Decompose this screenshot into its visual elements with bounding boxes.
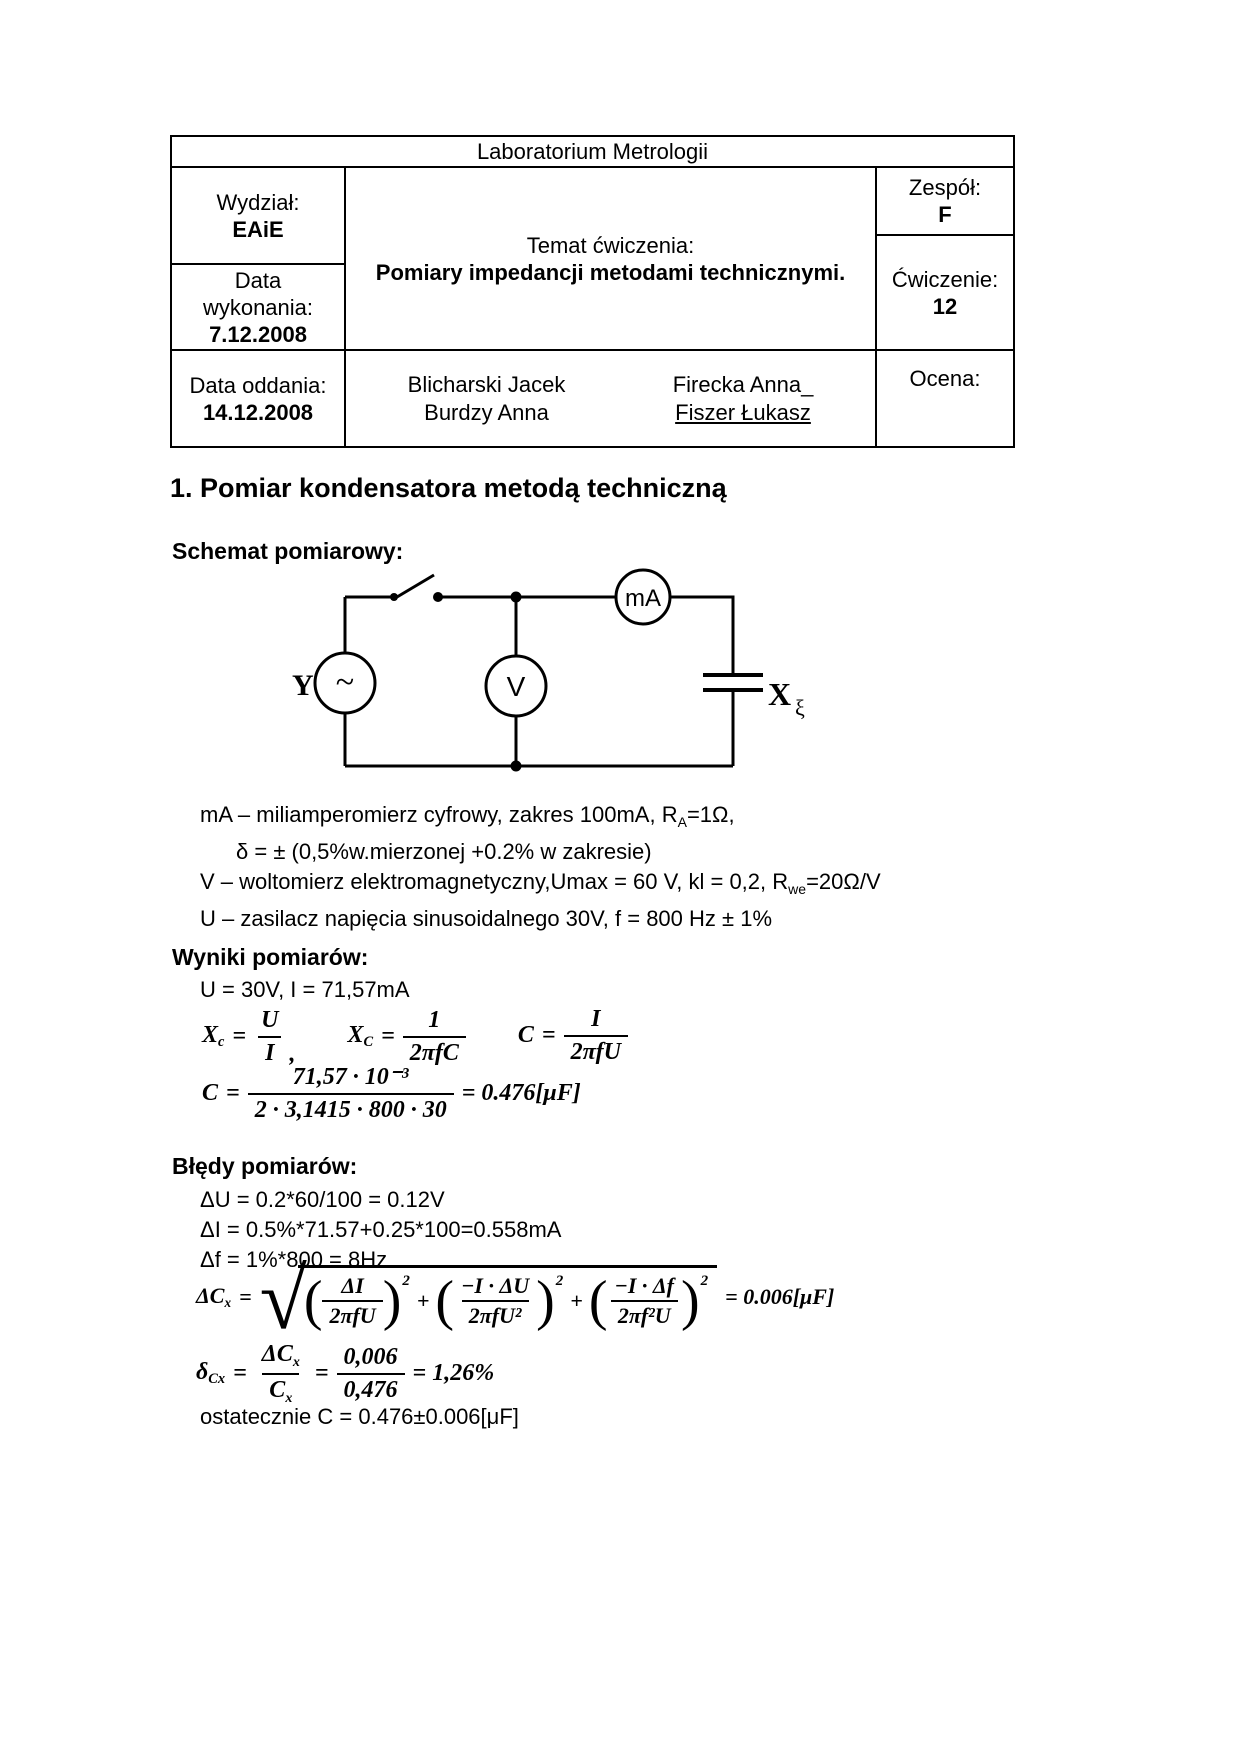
fraction-den: I <box>258 1036 281 1068</box>
capacitor-label: X <box>768 676 792 712</box>
names-column-1 <box>408 371 566 427</box>
result-value: = 0.476[μF] <box>461 1080 581 1107</box>
switch-dot-left <box>390 593 398 601</box>
data-wykonania-value: 7.12.2008 <box>209 321 307 347</box>
student-name: Burdzy Anna <box>424 399 549 425</box>
equals-sign: = <box>226 1080 240 1107</box>
var-x-sub: c <box>218 1034 225 1051</box>
radical-sign-icon: √ <box>259 1251 307 1347</box>
bledy-heading: Błędy pomiarów: <box>172 1153 358 1179</box>
right-paren: ) <box>681 1270 700 1332</box>
wydzial-label: Wydział: <box>216 189 300 215</box>
formula-row <box>202 1005 628 1068</box>
zespol-value: F <box>938 202 952 227</box>
bledy-line: Δf = 1%*800 = 8Hz <box>200 1247 388 1272</box>
cell-data-wykonania <box>172 263 344 349</box>
junction-dot-bottom <box>511 761 522 772</box>
wire-top-right <box>670 597 733 675</box>
fraction <box>337 1343 405 1405</box>
var-c <box>202 1080 218 1107</box>
exponent-2: 2 <box>555 1272 564 1289</box>
left-paren: ( <box>588 1270 608 1332</box>
data-oddania-value: 14.12.2008 <box>202 399 314 425</box>
var-delta-base: δ <box>196 1359 209 1386</box>
fraction-num: ΔI <box>341 1272 364 1298</box>
plus-sign: + <box>416 1288 430 1313</box>
result-value: = 0.006[μF] <box>725 1284 835 1309</box>
table-title: Laboratorium Metrologii <box>172 137 1013 168</box>
radicand <box>298 1265 717 1330</box>
fraction <box>254 1006 285 1068</box>
temat-label: Temat ćwiczenia: <box>526 232 695 258</box>
switch-dot-right <box>433 592 443 602</box>
fraction-den: 2πfU² <box>462 1300 529 1329</box>
fraction-den: 2 · 3,1415 · 800 · 30 <box>248 1093 454 1125</box>
desc-sub-a: A <box>677 814 687 830</box>
right-paren: ) <box>536 1270 555 1332</box>
cell-cwiczenie <box>877 234 1013 349</box>
fraction <box>608 1273 682 1330</box>
formula-xc2 <box>347 1006 465 1068</box>
wydzial-value: EAiE <box>232 216 284 242</box>
sqrt-term <box>435 1270 564 1332</box>
table-body <box>172 168 1013 446</box>
fraction <box>322 1273 382 1330</box>
data-wykonania-label: Data wykonania: <box>202 267 314 320</box>
var-delta <box>196 1359 225 1388</box>
exponent-2: 2 <box>402 1272 410 1289</box>
result-value: = 1,26% <box>412 1360 495 1387</box>
fraction <box>403 1006 466 1068</box>
source-label: Y <box>292 669 314 702</box>
temat-value: Pomiary impedancji metodami technicznymi. <box>375 259 846 285</box>
desc-line-delta: δ = ± (0,5%w.mierzonej +0.2% w zakresie) <box>236 839 652 864</box>
left-paren: ( <box>303 1270 323 1332</box>
var-x: X <box>347 1022 364 1049</box>
equals-sign: = <box>314 1360 329 1387</box>
fraction <box>564 1005 628 1067</box>
desc-sub-we: we <box>788 881 807 897</box>
cell-temat <box>346 168 875 349</box>
desc-line-v-tail: =20Ω/V <box>806 869 881 894</box>
fraction-num <box>255 1340 307 1373</box>
exponent-2: 2 <box>700 1272 709 1289</box>
var-delta-c <box>196 1283 231 1311</box>
desc-line-v <box>200 867 881 904</box>
var-c: C <box>517 1022 534 1049</box>
capacitor-label-sub: ξ <box>795 695 805 720</box>
fraction-den: 0,476 <box>337 1373 405 1405</box>
formula-delta-relative <box>196 1340 494 1408</box>
equals-sign: = <box>233 1360 247 1387</box>
instrument-description <box>200 800 881 934</box>
fraction-num: 1 <box>428 1007 441 1033</box>
wyniki-line1: U = 30V, I = 71,57mA <box>200 977 410 1002</box>
cell-zespol <box>877 168 1013 234</box>
fraction-den <box>262 1373 299 1408</box>
formula-c-value <box>202 1063 581 1125</box>
fraction-num: −I · Δf <box>614 1272 675 1298</box>
switch-lever <box>397 575 434 597</box>
fraction-num: 0,006 <box>343 1344 398 1370</box>
fraction <box>255 1340 307 1408</box>
student-name: Firecka Anna_ <box>672 371 814 397</box>
fraction-den: 2πfC <box>403 1036 466 1068</box>
student-name: Fiszer Łukasz <box>675 399 811 425</box>
fraction-den: 2πf²U <box>611 1300 678 1329</box>
desc-line-ma <box>200 800 881 837</box>
desc-line-ma-tail: =1Ω, <box>686 802 735 827</box>
final-result: ostatecznie C = 0.476±0.006[μF] <box>200 1404 519 1429</box>
equals-sign: = <box>239 1284 252 1309</box>
fraction <box>454 1273 536 1330</box>
names-column-2 <box>673 371 814 427</box>
var-delta-c-sub: x <box>224 1295 232 1310</box>
voltmeter-label: V <box>506 671 526 702</box>
cwiczenie-value: 12 <box>932 293 958 319</box>
ammeter-label: mA <box>625 585 661 612</box>
cwiczenie-label: Ćwiczenie: <box>891 266 999 292</box>
circuit-diagram <box>276 556 836 796</box>
formula-c-lhs <box>518 1022 534 1049</box>
sqrt-term <box>588 1270 709 1332</box>
cell-ocena <box>877 349 1013 446</box>
bledy-line: ΔI = 0.5%*71.57+0.25*100=0.558mA <box>200 1217 562 1242</box>
fraction-den: 2πfU <box>564 1035 628 1067</box>
data-oddania-label: Data oddania: <box>189 372 327 398</box>
desc-line-v-text: V – woltomierz elektromagnetyczny,Umax = 60 V, kl = 0,2, R <box>200 869 789 894</box>
table-col-right <box>877 168 1013 446</box>
cell-names <box>346 349 875 446</box>
equals-sign: = <box>381 1023 395 1050</box>
var-c-base: C <box>202 1080 219 1107</box>
formula-xc-lhs <box>202 1022 224 1051</box>
wyniki-heading: Wyniki pomiarów: <box>172 944 369 970</box>
var-x-sub: C <box>363 1034 374 1051</box>
cell-wydzial <box>172 168 344 263</box>
schemat-heading: Schemat pomiarowy: <box>172 538 404 564</box>
var-cx: C <box>269 1376 286 1403</box>
sqrt-term <box>303 1270 411 1332</box>
formula-c-value-row <box>202 1063 581 1125</box>
desc-line-ma-text: mA – miliamperomierz cyfrowy, zakres 100mA, R <box>200 802 678 827</box>
comma: , <box>289 1040 296 1067</box>
desc-line-u: U – zasilacz napięcia sinusoidalnego 30V, f = 800 Hz ± 1% <box>200 906 772 931</box>
fraction-num: U <box>261 1007 279 1033</box>
bledy-line: ΔU = 0.2*60/100 = 0.12V <box>200 1187 445 1212</box>
var-cx-sub: x <box>285 1390 293 1406</box>
var-delta-cx: ΔC <box>261 1341 293 1367</box>
fraction-den: 2πfU <box>322 1300 382 1329</box>
formula-delta-relative-row <box>196 1340 494 1408</box>
fraction-num: I <box>591 1006 601 1032</box>
header-table <box>170 135 1015 448</box>
source-symbol: ~ <box>335 664 355 701</box>
var-x: X <box>202 1022 219 1049</box>
fraction <box>248 1063 454 1125</box>
fraction-num: 71,57 · 10⁻³ <box>292 1064 409 1090</box>
formula-xc <box>202 1006 295 1068</box>
table-col-left <box>172 168 346 446</box>
student-name: Blicharski Jacek <box>407 371 566 397</box>
cell-data-oddania <box>172 349 344 446</box>
formula-xc2-lhs <box>347 1022 373 1051</box>
var-delta-sub: Cx <box>208 1371 226 1388</box>
zespol-label: Zespół: <box>908 175 982 200</box>
formula-c <box>518 1005 628 1067</box>
right-paren: ) <box>382 1270 402 1332</box>
var-delta-c-base: ΔC <box>196 1283 225 1308</box>
section-heading: 1. Pomiar kondensatora metodą techniczną <box>170 473 727 503</box>
equals-sign: = <box>541 1022 556 1049</box>
table-col-middle <box>346 168 877 446</box>
equals-sign: = <box>232 1023 247 1050</box>
plus-sign: + <box>570 1288 583 1313</box>
junction-dot-top <box>511 592 522 603</box>
fraction-num: −I · ΔU <box>461 1272 530 1298</box>
var-delta-cx-sub: x <box>292 1355 300 1370</box>
ocena-label: Ocena: <box>909 366 981 391</box>
left-paren: ( <box>435 1270 455 1332</box>
